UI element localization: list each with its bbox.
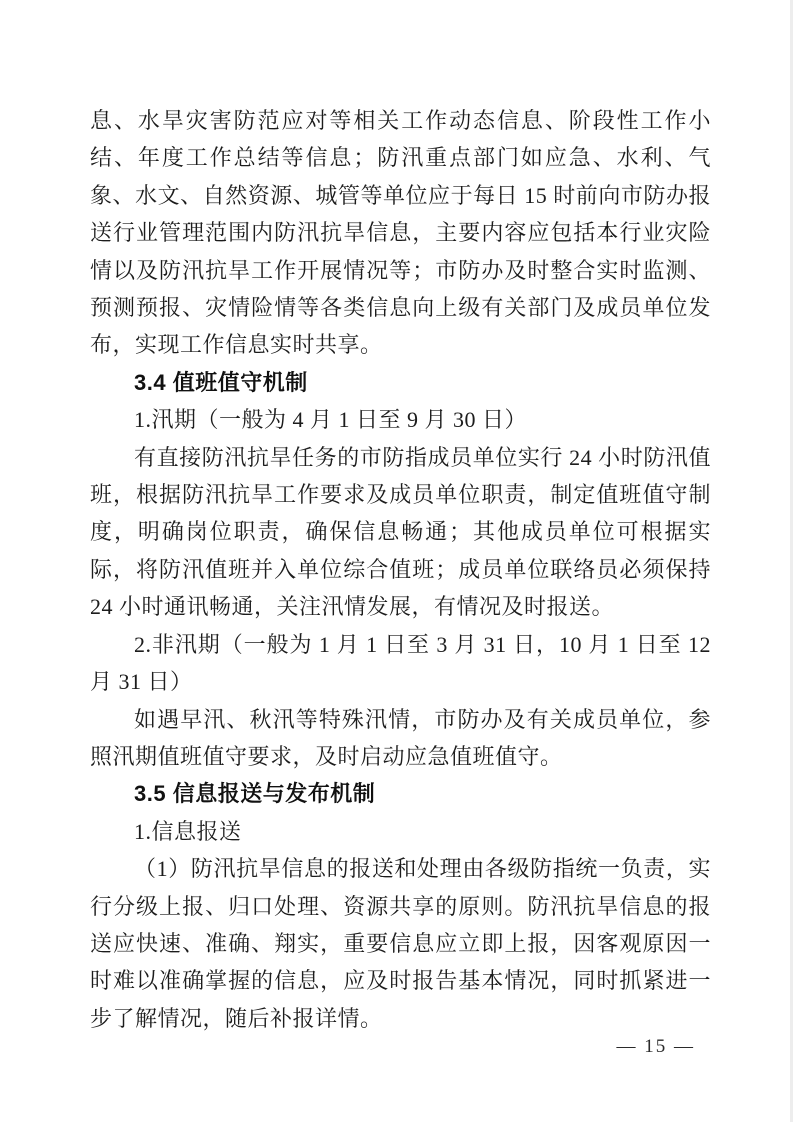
page-footer <box>0 1036 793 1058</box>
paragraph-non-flood-season: 2.非汛期（一般为 1 月 1 日至 3 月 31 日，10 月 1 日至 12 月 31 日） <box>90 631 711 695</box>
paragraph-special-flood-conditions: 如遇早汛、秋汛等特殊汛情，市防办及有关成员单位，参照汛期值班值守要求，及时启动应急值班值守。 <box>90 706 711 769</box>
paragraph-duty-requirements: 有直接防汛抗旱任务的市防指成员单位实行 24 小时防汛值班，根据防汛抗旱工作要求及成员单位职责，制定值班值守制度，明确岗位职责，确保信息畅通；其他成员单位可根据实际，将防汛值班并入单位综合值班；成员单位联络员必须保持 24 小时通讯畅通，关注汛情发展，有情况及时报送。 <box>90 444 711 620</box>
section-heading-3-5: 3.5 信息报送与发布机制 <box>134 781 376 807</box>
page-number: — 15 — <box>616 1036 695 1057</box>
paragraph-flood-season: 1.汛期（一般为 4 月 1 日至 9 月 30 日） <box>134 407 528 433</box>
document-body <box>90 102 711 1037</box>
paragraph-info-reporting-detail: （1）防汛抗旱信息的报送和处理由各级防指统一负责，实行分级上报、归口处理、资源共享的原则。防汛抗旱信息的报送应快速、准确、翔实，重要信息应立即上报，因客观原因一时难以准确掌握的信息，应及时报告基本情况，同时抓紧进一步了解情况，随后补报详情。 <box>90 856 711 1031</box>
section-heading-3-4: 3.4 值班值守机制 <box>134 369 308 395</box>
paragraph-info-reporting-title: 1.信息报送 <box>134 818 242 844</box>
paragraph-continuation: 息、水旱灾害防范应对等相关工作动态信息、阶段性工作小结、年度工作总结等信息；防汛重点部门如应急、水利、气象、水文、自然资源、城管等单位应于每日 15 时前向市防办报送行业管理范围内防汛抗旱信息，主要内容应包括本行业灾险情以及防汛抗旱工作开展情况等；市防办及时整合实时监测、预测预报、灾情险情等各类信息向上级有关部门及成员单位发布，实现工作信息实时共享。 <box>90 108 711 358</box>
